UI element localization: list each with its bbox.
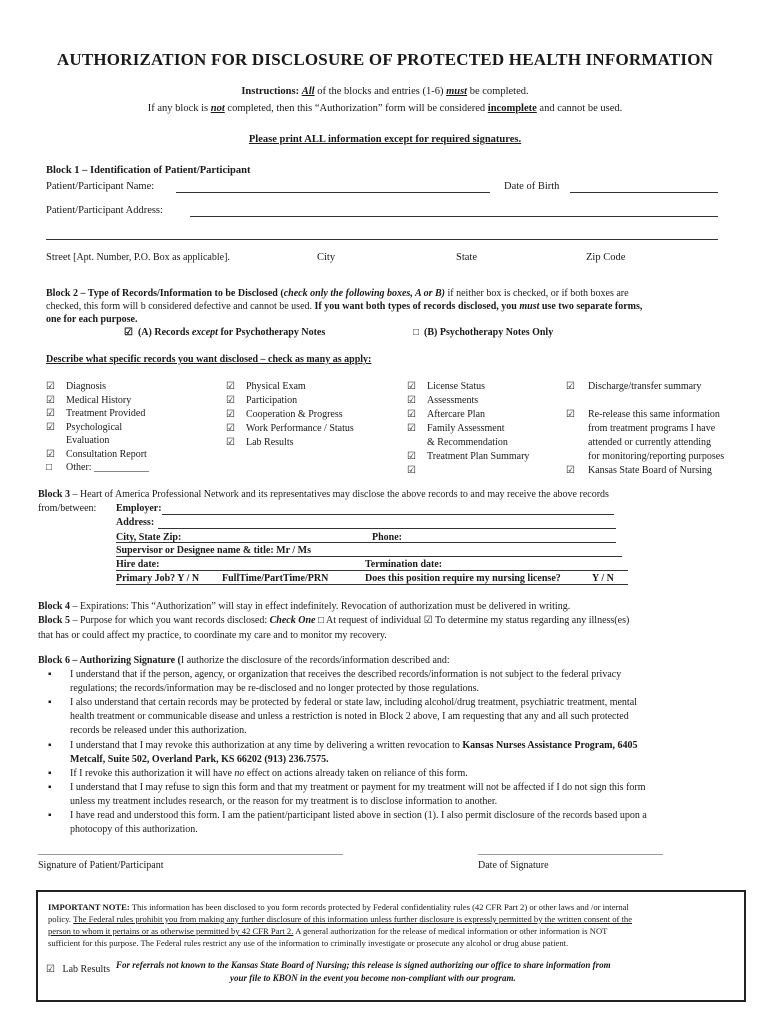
- record-option-label: Aftercare Plan: [427, 409, 486, 420]
- page-title: AUTHORIZATION FOR DISCLOSURE OF PROTECTED HEALTH INFORMATION: [56, 50, 714, 69]
- street-label: Street [Apt. Number, P.O. Box as applicable].: [46, 252, 230, 263]
- block5-line-1: Block 5 – Purpose for which you want records disclosed: Check One □ At request of individual ☑ To determine my status regarding any illness(es): [38, 615, 630, 626]
- fulltime-label: FullTime/PartTime/PRN: [222, 573, 329, 584]
- patient-name-field[interactable]: [176, 192, 490, 193]
- record-option[interactable]: [46, 395, 131, 406]
- print-instruction: Please print ALL information except for required signatures.: [248, 134, 522, 145]
- record-option-label: Kansas State Board of Nursing: [588, 465, 712, 476]
- checked-box-icon[interactable]: ☑: [46, 448, 55, 460]
- record-option[interactable]: [46, 381, 106, 392]
- block6-item: I have read and understood this form. I am the patient/participant listed above in section (1). I also permit disclosure of the records based upon a: [70, 810, 647, 821]
- block6-item: Metcalf, Suite 502, Overland Park, KS 66202 (913) 236.7575.: [70, 754, 329, 765]
- block6-heading: Block 6 – Authorizing Signature (I authorize the disclosure of the records/information described and:: [38, 655, 450, 666]
- block6-item: photocopy of this authorization.: [70, 824, 198, 835]
- note-line-2: policy. The Federal rules prohibit you from making any further disclosure of this information unless further disclosure is expressly permitted by the written consent of the: [48, 914, 633, 924]
- bullet-icon: ▪: [48, 810, 52, 821]
- record-option[interactable]: [566, 409, 720, 420]
- describe-heading: Describe what specific records you want disclosed – check as many as apply:: [46, 354, 372, 365]
- record-option-label: Participation: [246, 395, 298, 406]
- checked-box-icon[interactable]: ☑: [407, 381, 416, 392]
- record-option-label: Consultation Report: [66, 448, 147, 460]
- record-option-label: Treatment Plan Summary: [427, 451, 530, 462]
- record-option[interactable]: [46, 408, 145, 419]
- record-option[interactable]: [46, 449, 147, 460]
- record-option-label: Evaluation: [66, 435, 110, 446]
- b3-address-label: Address:: [116, 517, 155, 528]
- record-option-label: Work Performance / Status: [246, 423, 354, 434]
- referral-line-2: your file to KBON in the event you become non-compliant with our program.: [230, 973, 516, 983]
- bullet-icon: ▪: [48, 669, 52, 680]
- zip-label: Zip Code: [586, 252, 626, 263]
- record-option: [566, 423, 715, 434]
- checked-box-icon[interactable]: ☑: [407, 451, 416, 462]
- record-option[interactable]: [407, 409, 485, 420]
- record-option-label: Re-release this same information: [588, 409, 720, 420]
- hire-termination-field[interactable]: [116, 570, 628, 571]
- checked-box-icon[interactable]: ☑: [566, 465, 575, 476]
- block2-line-3: one for each purpose.: [46, 314, 138, 325]
- license-question: Does this position require my nursing license?: [365, 573, 561, 584]
- bullet-icon: ▪: [48, 740, 52, 751]
- instructions-line-2: If any block is not completed, then this “Authorization” form will be considered incomplete and cannot be used.: [147, 103, 623, 114]
- checked-box-icon[interactable]: ☑: [46, 421, 55, 433]
- bullet-icon: ▪: [48, 768, 52, 779]
- employer-label: Employer:: [116, 503, 162, 514]
- checked-box-icon[interactable]: ☑: [226, 395, 235, 406]
- record-option[interactable]: [407, 465, 427, 476]
- record-option-label: attended or currently attending: [588, 437, 712, 448]
- record-option-label: Family Assessment: [427, 423, 505, 434]
- checked-box-icon[interactable]: ☑: [46, 381, 55, 392]
- block2-line-2: checked, this form will b considered defective and cannot be used. If you want both types of records disclosed, you must use two separate forms,: [46, 301, 643, 312]
- referral-line-1: For referrals not known to the Kansas State Board of Nursing; this release is signed authorizing our office to share information from: [116, 960, 611, 970]
- state-label: State: [456, 252, 477, 263]
- dob-field[interactable]: [570, 192, 718, 193]
- record-option[interactable]: [407, 451, 529, 462]
- patient-name-label: Patient/Participant Name:: [46, 181, 155, 192]
- record-option-label: Treatment Provided: [66, 408, 146, 419]
- b3-phone-label: Phone:: [372, 532, 402, 543]
- checked-box-icon[interactable]: ☑: [226, 409, 235, 420]
- checked-box-icon[interactable]: ☑: [46, 964, 55, 975]
- checked-box-icon[interactable]: ☑: [566, 409, 575, 420]
- record-option: [407, 437, 508, 448]
- b3-address-field[interactable]: [158, 528, 616, 529]
- checked-box-icon[interactable]: ☑: [407, 409, 416, 420]
- instructions-line-1: Instructions: All of the blocks and entries (1-6) must be completed.: [241, 86, 529, 97]
- address-field-1[interactable]: [190, 216, 718, 217]
- checked-box-icon[interactable]: ☑: [46, 394, 55, 406]
- checked-box-icon[interactable]: ☑: [407, 423, 416, 434]
- signature-line[interactable]: _____________________________________________________________: [38, 845, 343, 856]
- record-option-label: Lab Results: [246, 437, 294, 448]
- empty-box-icon[interactable]: □: [46, 462, 53, 473]
- checked-box-icon[interactable]: ☑: [423, 615, 433, 626]
- record-option[interactable]: [226, 423, 354, 434]
- date-signature-label: Date of Signature: [478, 860, 549, 871]
- license-yn: Y / N: [592, 573, 614, 584]
- empty-box-icon[interactable]: □: [317, 615, 325, 626]
- primary-job-label: Primary Job? Y / N: [116, 573, 200, 584]
- record-option-label: Cooperation & Progress: [246, 409, 343, 420]
- termination-label: Termination date:: [365, 559, 443, 570]
- record-option-label: Other: ___________: [66, 462, 150, 473]
- record-option[interactable]: [566, 381, 701, 392]
- record-option[interactable]: [407, 395, 478, 406]
- option-b[interactable]: □ (B) Psychotherapy Notes Only: [413, 327, 554, 338]
- note-line-3: person to whom it pertains or as otherwise permitted by 42 CFR Part 2. A general authorization for the release of medical information or other information is NOT: [48, 926, 608, 936]
- block2-heading: Block 2 – Type of Records/Information to be Disclosed (check only the following boxes, A or B) if neither box is checked, or if both boxes are: [46, 288, 629, 299]
- option-a[interactable]: ☑ (A) Records except for Psychotherapy Notes: [124, 327, 326, 338]
- city-label: City: [317, 252, 336, 263]
- record-option-label: License Status: [427, 381, 486, 392]
- b3-city-field[interactable]: [116, 542, 616, 543]
- record-option[interactable]: [226, 381, 306, 392]
- record-option[interactable]: [46, 462, 149, 473]
- note-line-1: IMPORTANT NOTE: This information has been disclosed to you form records protected by Federal confidentiality rules (42 CFR Part 2) or other laws and /or internal: [48, 902, 629, 912]
- checked-box-icon[interactable]: ☑: [226, 437, 235, 448]
- checked-box-icon[interactable]: ☑: [226, 381, 235, 392]
- checked-box-icon[interactable]: ☑: [46, 408, 55, 419]
- date-signature-line[interactable]: _____________________________________: [478, 845, 663, 856]
- record-option[interactable]: [226, 395, 297, 406]
- block4: Block 4 – Expirations: This “Authorization” will stay in effect indefinitely. Revocation of authorization must be delivered in writing.: [38, 601, 571, 612]
- supervisor-label: Supervisor or Designee name & title: Mr / Ms: [116, 545, 311, 556]
- address-label: Patient/Participant Address:: [46, 205, 163, 216]
- record-option[interactable]: [46, 422, 122, 433]
- record-option[interactable]: [226, 437, 294, 448]
- employer-field[interactable]: [162, 514, 614, 515]
- note-line-4: sufficient for this purpose. The Federal rules restrict any use of the information to criminally investigate or prosecute any alcohol or drug abuse patient.: [48, 938, 569, 948]
- record-option-label: for monitoring/reporting purposes: [588, 451, 725, 462]
- record-option[interactable]: [407, 423, 505, 434]
- checked-box-icon[interactable]: ☑: [407, 465, 416, 476]
- record-option-label: & Recommendation: [427, 437, 508, 448]
- checked-box-icon[interactable]: ☑: [226, 423, 235, 434]
- b3-city-label: City, State Zip:: [116, 532, 182, 543]
- block6-item: If I revoke this authorization it will have no effect on actions already taken on reliance of this form.: [70, 768, 468, 779]
- address-field-2[interactable]: [46, 239, 718, 240]
- block6-item: I understand that if the person, agency, or organization that receives the described records/information is not subject to the federal privacy: [70, 669, 622, 680]
- record-option[interactable]: [407, 381, 485, 392]
- record-option-label: from treatment programs I have: [588, 423, 716, 434]
- lab-results-check[interactable]: ☑ Lab Results: [46, 964, 110, 975]
- block6-item: regulations; the records/information may be re-disclosed and no longer protected by those regulations.: [70, 683, 480, 694]
- block6-item: health treatment or communicable disease and unless a restriction is noted in Block 2 above, I am requesting that any and all such protected: [70, 711, 629, 722]
- block5-line-2: that has or could affect my practice, to coordinate my care and to monitor my recovery.: [38, 630, 387, 641]
- record-option-label: Diagnosis: [66, 381, 106, 392]
- bullet-icon: ▪: [48, 782, 52, 793]
- bullet-icon: ▪: [48, 697, 52, 708]
- block6-item: I understand that I may revoke this authorization at any time by delivering a written revocation to Kansas Nurses Assistance Program, 6405: [70, 740, 638, 751]
- record-option[interactable]: [226, 409, 343, 420]
- hire-date-label: Hire date:: [116, 559, 160, 570]
- block6-item: unless my treatment includes research, or the reason for my treatment is to disclose information to another.: [70, 796, 498, 807]
- record-option: [46, 435, 109, 446]
- checked-box-icon[interactable]: ☑: [407, 395, 416, 406]
- supervisor-field[interactable]: [116, 556, 622, 557]
- record-option-label: Physical Exam: [246, 381, 306, 392]
- checked-box-icon[interactable]: ☑: [566, 381, 575, 392]
- checked-box-icon[interactable]: ☑: [124, 327, 133, 338]
- record-option-label: Medical History: [66, 394, 132, 406]
- record-option[interactable]: [566, 465, 712, 476]
- block3-line-1: Block 3 – Heart of America Professional Network and its representatives may disclose the above records to and may receive the above records: [38, 489, 609, 500]
- block3-from-label: from/between:: [38, 503, 97, 514]
- block6-item: I understand that I may refuse to sign this form and that my treatment or payment for my treatment will not be affected if I do not sign this form: [70, 782, 646, 793]
- block6-item: I also understand that certain records may be protected by federal or state law, including alcohol/drug treatment, psychiatric treatment, mental: [70, 697, 637, 708]
- empty-box-icon[interactable]: □: [413, 327, 420, 338]
- record-option: [566, 395, 588, 406]
- block6-item: records be released under this authorization.: [70, 725, 247, 736]
- dob-label: Date of Birth: [504, 181, 560, 192]
- block1-heading: Block 1 – Identification of Patient/Participant: [46, 165, 251, 176]
- record-option-label: Psychological: [66, 421, 123, 433]
- record-option-label: Discharge/transfer summary: [588, 381, 702, 392]
- record-option-label: Assessments: [427, 395, 479, 406]
- record-option: [566, 451, 724, 462]
- primary-job-field[interactable]: [116, 584, 628, 585]
- signature-label: Signature of Patient/Participant: [38, 860, 164, 871]
- record-option: [566, 437, 711, 448]
